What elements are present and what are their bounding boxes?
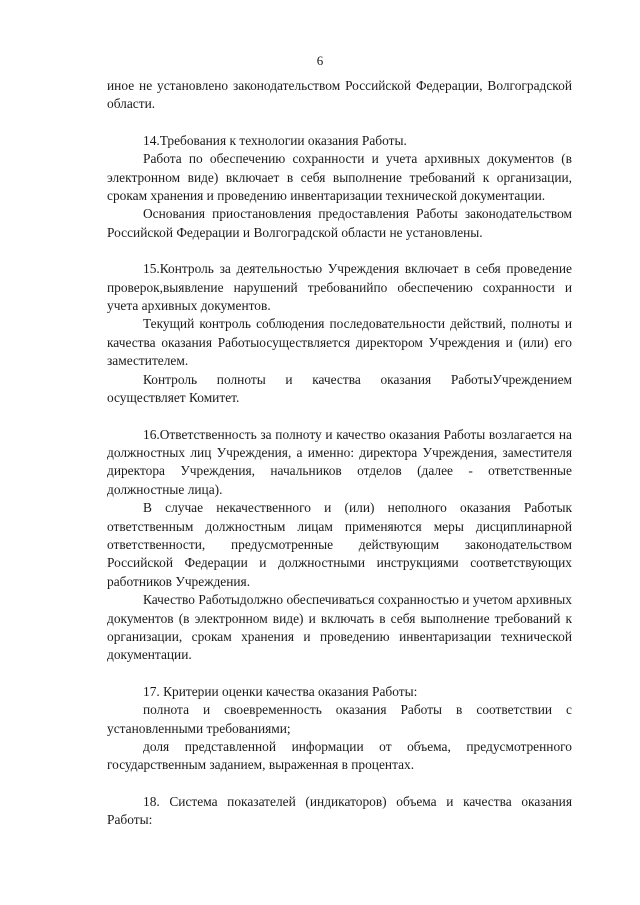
section-15-paragraph: Текущий контроль соблюдения последовательности действий, полноты и качества оказания Работыосуществляется директором Учреждения и (или) его заместителем. bbox=[107, 316, 572, 369]
paragraph-gap bbox=[107, 408, 572, 426]
section-17-criterion: полнота и своевременность оказания Работы в соответствии с установленными требованиями; bbox=[107, 702, 572, 736]
section-14-paragraph: Основания приостановления предоставления Работы законодательством Российской Федерации и Волгоградской области не установлены. bbox=[107, 206, 572, 240]
section-17-criterion: доля представленной информации от объема, предусмотренного государственным заданием, выраженная в процентах. bbox=[107, 739, 572, 773]
section-18-heading: 18. Система показателей (индикаторов) объема и качества оказания Работы: bbox=[107, 793, 572, 828]
section-14-paragraph: Работа по обеспечению сохранности и учета архивных документов (в электронном виде) включает в себя выполнение требований к организации, срокам хранения и проведению инвентаризации технической документации. bbox=[107, 151, 572, 204]
section-16-heading: 16.Ответственность за полноту и качество оказания Работы возлагается на должностных лиц Учреждения, а именно: директора Учреждения, заместителя директора Учреждения, начальников отделов (далее - ответственные должностные лица). bbox=[107, 426, 572, 497]
paragraph-gap bbox=[107, 242, 572, 260]
document-body bbox=[107, 77, 572, 830]
paragraph-continuation: иное не установлено законодательством Российской Федерации, Волгоградской области. bbox=[107, 78, 572, 112]
paragraph-gap bbox=[107, 665, 572, 683]
section-15-heading: 15.Контроль за деятельностью Учреждения включает в себя проведение проверок,выявление нарушений требованийпо обеспечению сохранности и учета архивных документов. bbox=[107, 261, 572, 314]
section-14-heading: 14.Требования к технологии оказания Работы. bbox=[143, 132, 407, 148]
page-number: 6 bbox=[316, 53, 324, 68]
section-16-paragraph: Качество Работыдолжно обеспечиваться сохранностью и учетом архивных документов (в электронном виде) и включать в себя выполнение требований к организации, срокам хранения и проведению инвентаризации технической документации. bbox=[107, 592, 572, 663]
section-15-paragraph: Контроль полноты и качества оказания РаботыУчреждением осуществляет Комитет. bbox=[107, 371, 572, 406]
paragraph-gap bbox=[107, 114, 572, 132]
paragraph-gap bbox=[107, 775, 572, 793]
section-17-heading: 17. Критерии оценки качества оказания Работы: bbox=[143, 683, 418, 699]
section-16-paragraph: В случае некачественного и (или) неполного оказания Работык ответственным должностным лицам применяются меры дисциплинарной ответственности, предусмотренные действующим законодательством Российской Федерации и должностными инструкциями соответствующих работников Учреждения. bbox=[107, 500, 572, 589]
